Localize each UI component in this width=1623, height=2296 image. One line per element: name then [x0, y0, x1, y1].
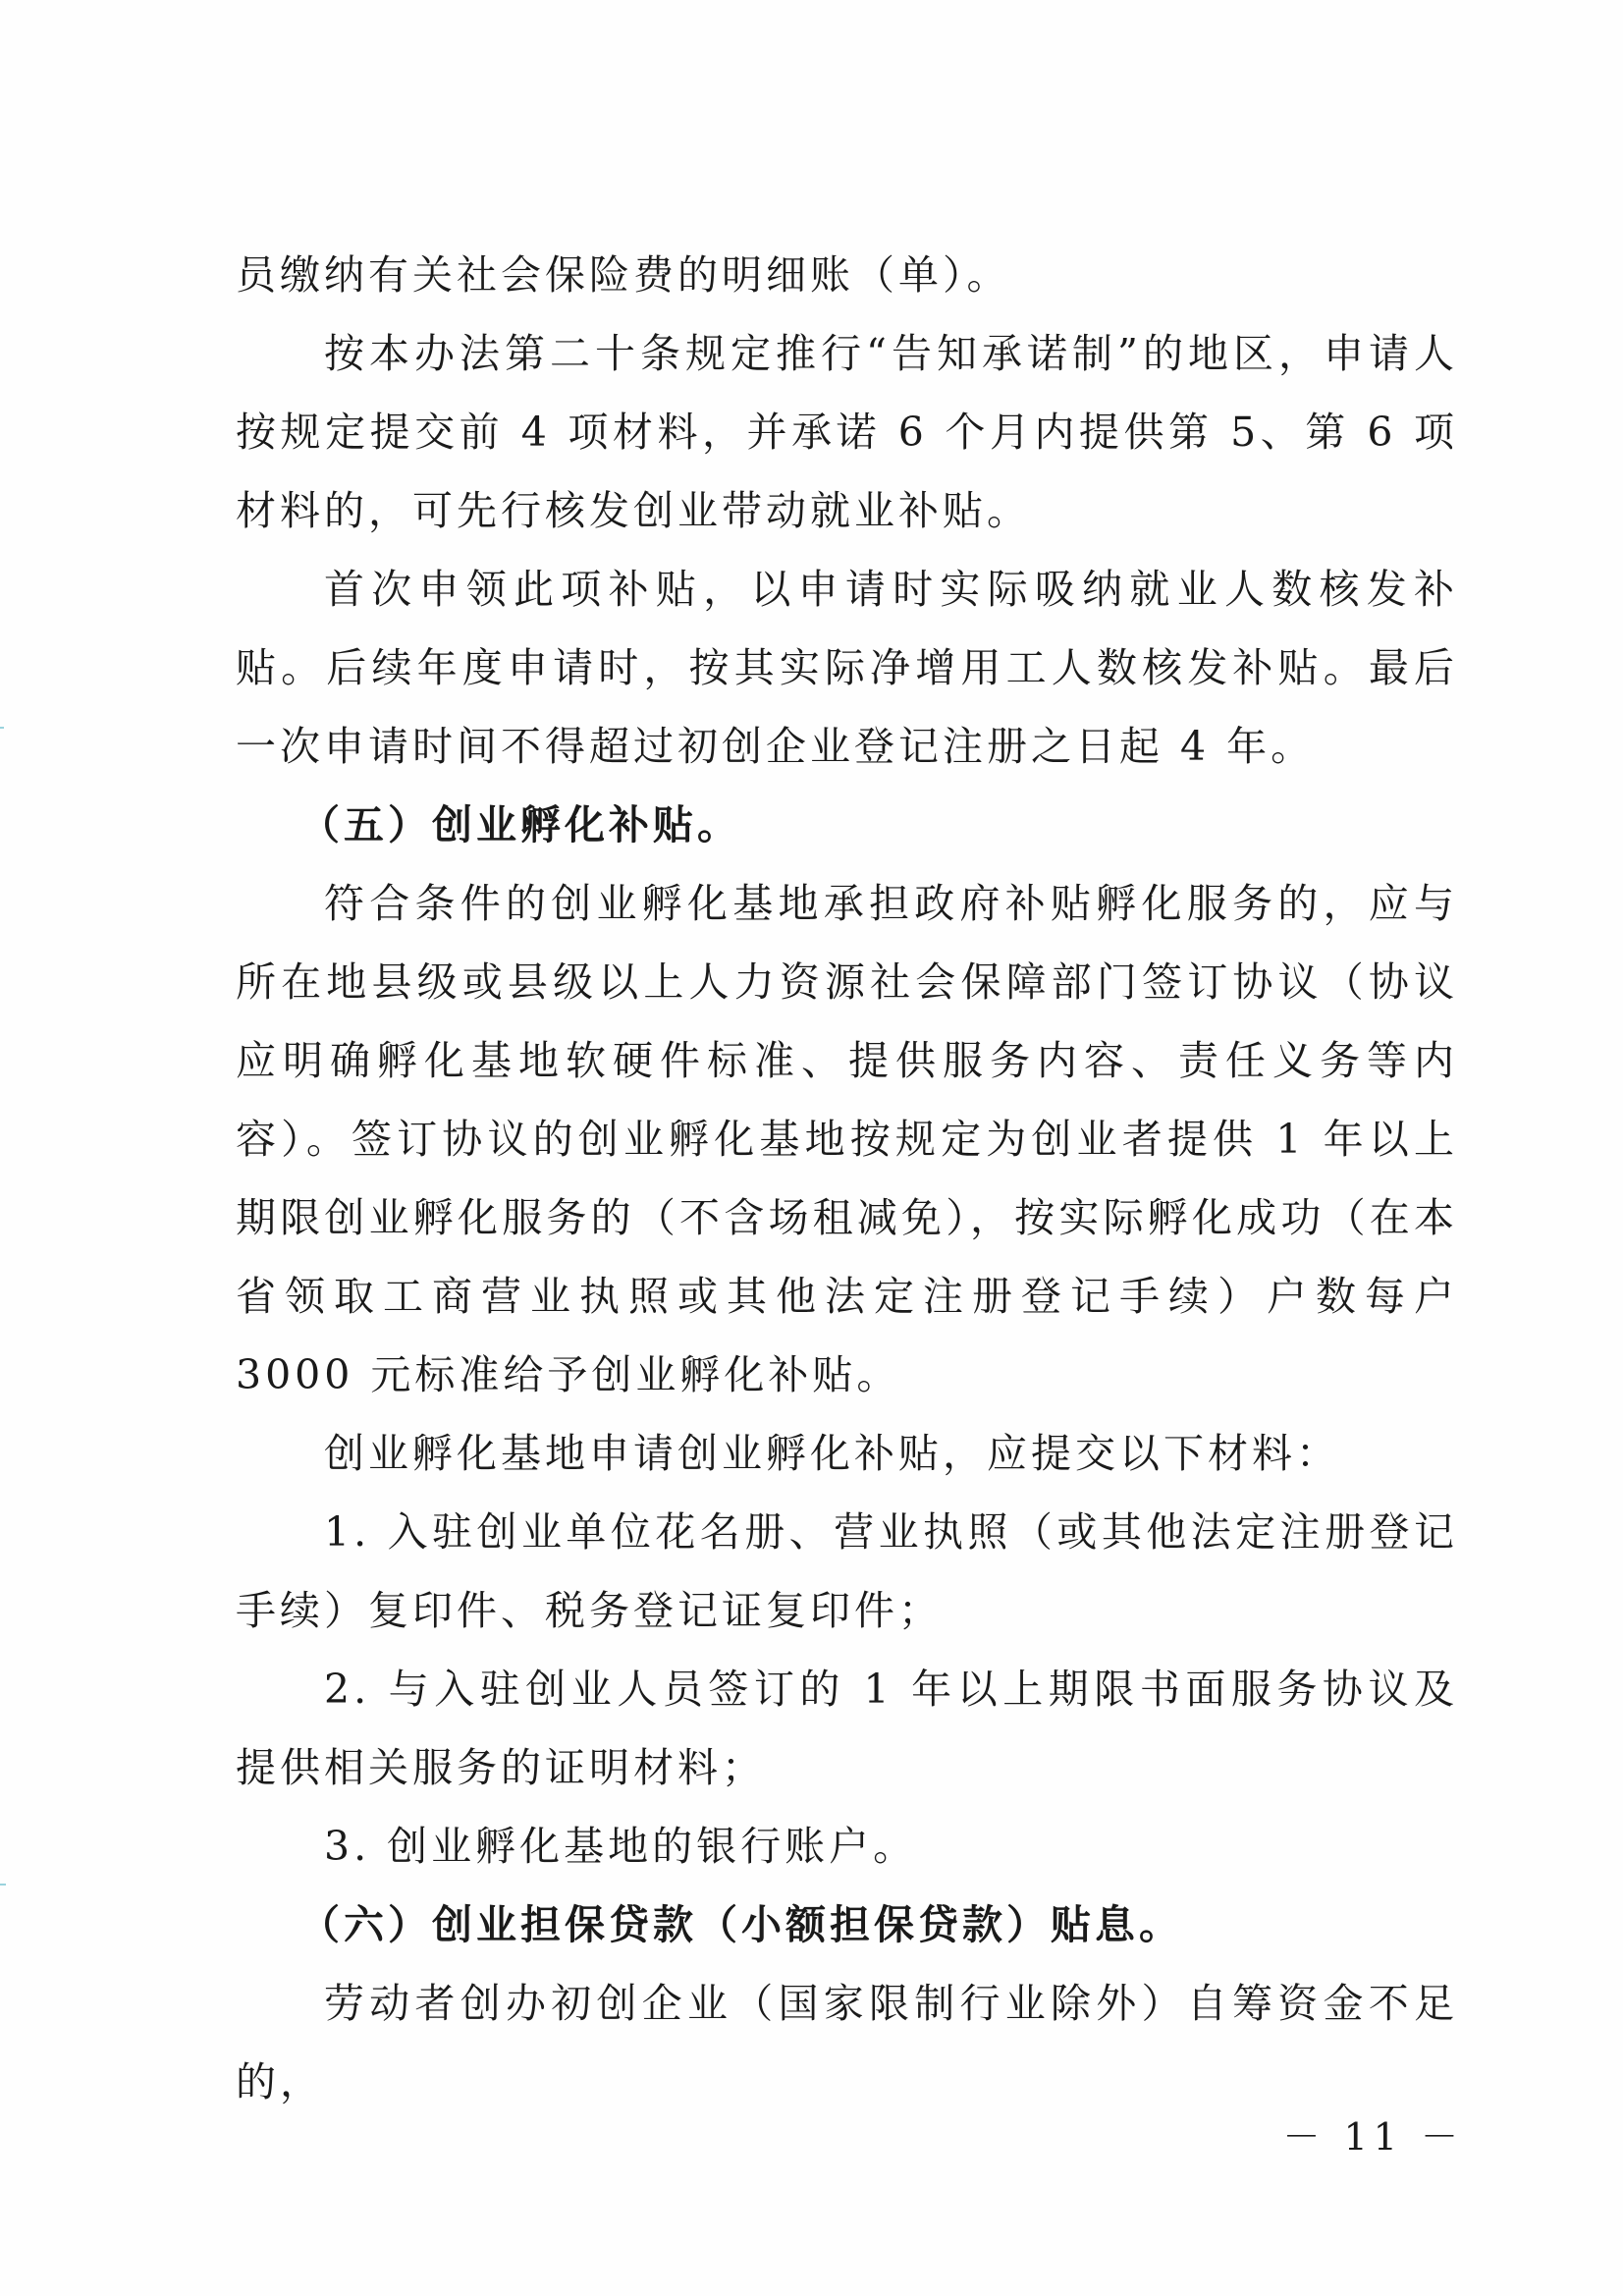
paragraph: 首次申领此项补贴，以申请时实际吸纳就业人数核发补贴。后续年度申请时，按其实际净增用工人数核发补贴。最后一次申请时间不得超过初创企业登记注册之日起 4 年。 — [236, 566, 1458, 770]
paragraph: 创业孵化基地申请创业孵化补贴，应提交以下材料： — [324, 1430, 1340, 1477]
scan-mark — [0, 1884, 6, 1886]
paragraph: 员缴纳有关社会保险费的明细账（单）。 — [236, 251, 1011, 299]
paragraph: 符合条件的创业孵化基地承担政府补贴孵化服务的，应与所在地县级或县级以上人力资源社会保障部门签订协议（协议应明确孵化基地软硬件标准、提供服务内容、责任义务等内容）。签订协议的创业孵化基地按规定为创业者提供 1 年以上期限创业孵化服务的（不含场租减免），按实际孵化成功（在本省领取工商营业执照或其他法定注册登记手续）户数每户 3000 元标准给予创业孵化补贴。 — [236, 880, 1458, 1398]
paragraph: 按本办法第二十条规定推行“告知承诺制”的地区，申请人按规定提交前 4 项材料，并承诺 6 个月内提供第 5、第 6 项材料的，可先行核发创业带动就业补贴。 — [236, 330, 1458, 534]
scan-mark — [0, 727, 4, 729]
document-body — [236, 236, 1458, 2121]
page-number: － 11 － — [1282, 2115, 1464, 2159]
section-heading: （六）创业担保贷款（小额担保贷款）贴息。 — [299, 1901, 1183, 1948]
paragraph: 劳动者创办初创企业（国家限制行业除外）自筹资金不足的， — [236, 1980, 1458, 2105]
list-item: 1. 入驻创业单位花名册、营业执照（或其他法定注册登记手续）复印件、税务登记证复印件； — [236, 1508, 1458, 1634]
list-item: 3. 创业孵化基地的银行账户。 — [324, 1823, 918, 1870]
section-heading: （五）创业孵化补贴。 — [299, 801, 741, 848]
list-item: 2. 与入驻创业人员签订的 1 年以上期限书面服务协议及提供相关服务的证明材料； — [236, 1666, 1458, 1791]
